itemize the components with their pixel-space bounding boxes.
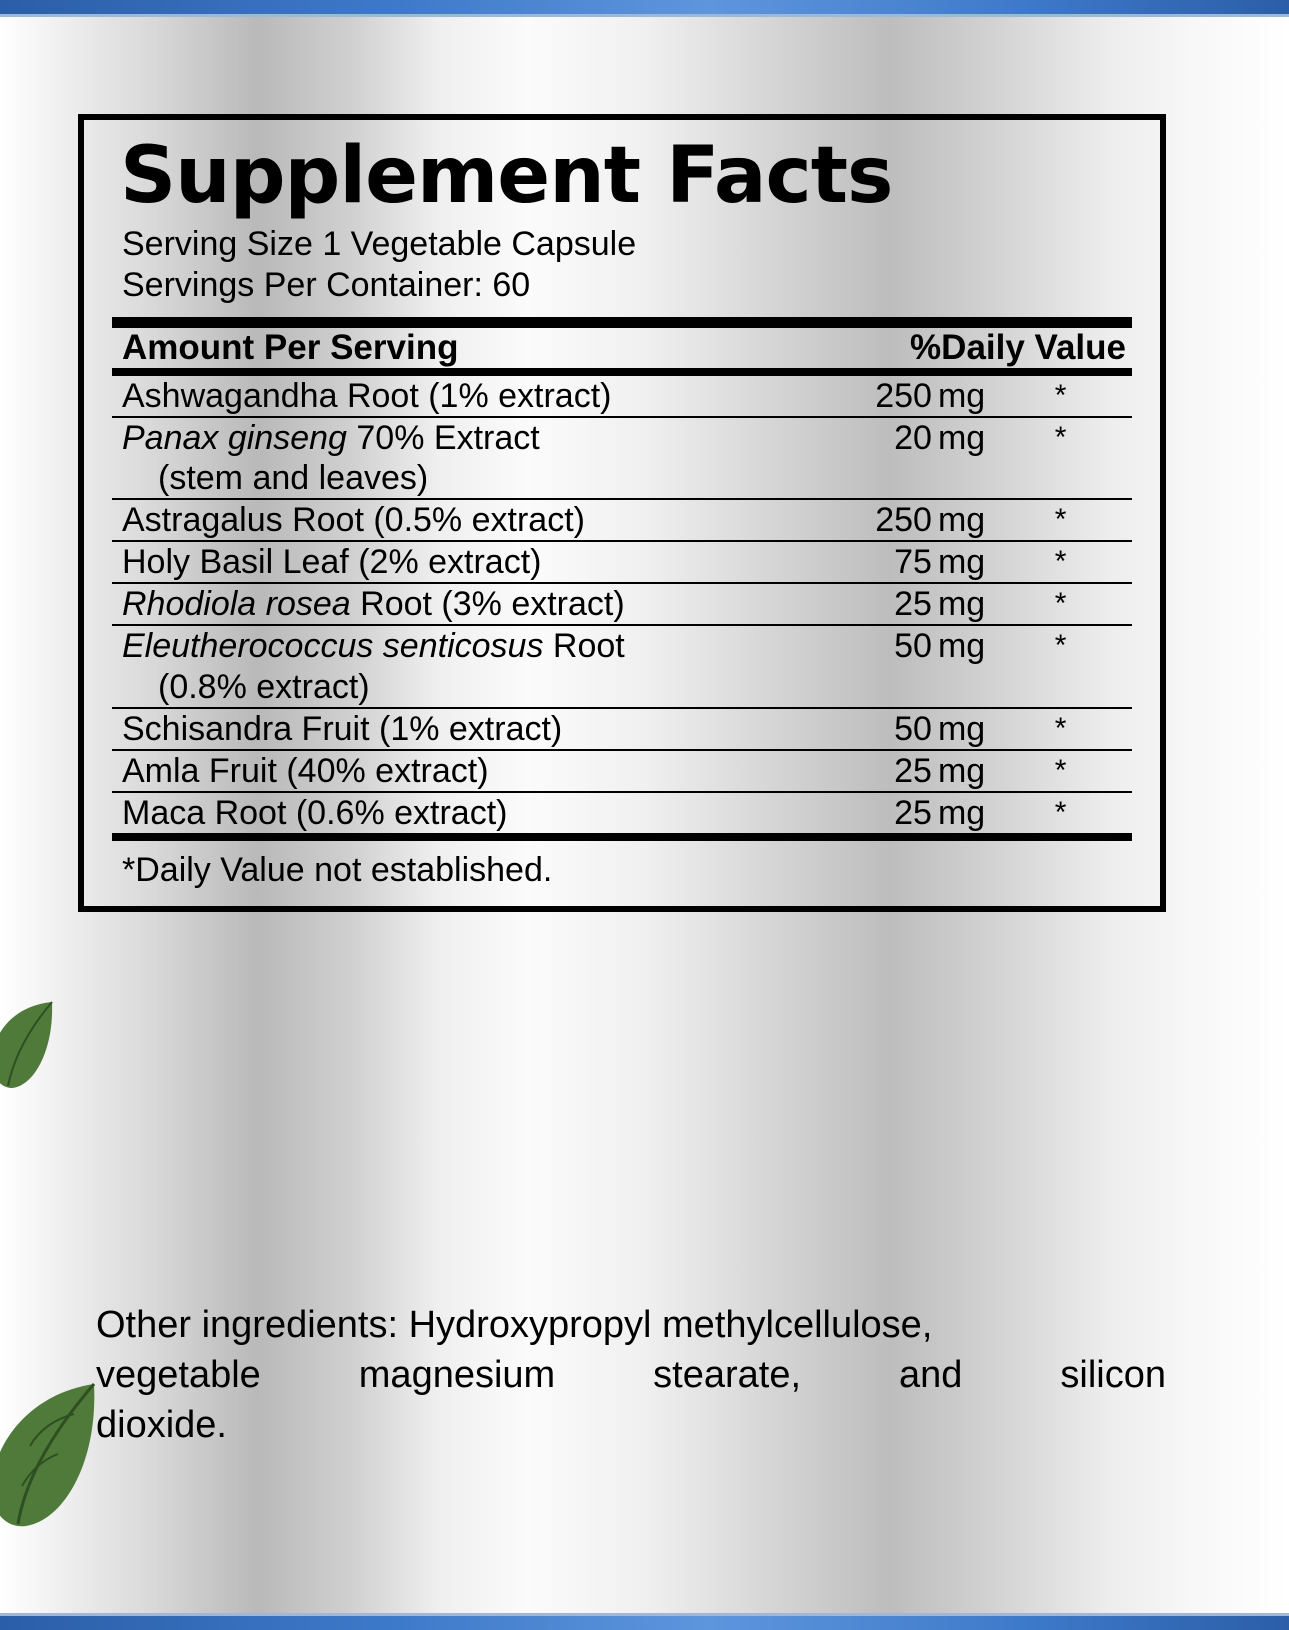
- ingredient-name: Maca Root (0.6% extract): [122, 793, 508, 832]
- other-ingredients-line: Other ingredients: Hydroxypropyl methylcellulose,: [96, 1304, 933, 1346]
- table-row: [112, 584, 1132, 624]
- table-row: [112, 793, 1132, 833]
- ingredient-name: Holy Basil Leaf (2% extract): [122, 543, 542, 582]
- ingredient-daily-value: *: [1054, 629, 1067, 663]
- ingredient-daily-value: *: [1054, 753, 1067, 787]
- ingredient-amount: 20 mg: [894, 418, 986, 457]
- table-row: [112, 500, 1132, 540]
- ingredient-daily-value: *: [1054, 420, 1067, 454]
- column-header-daily-value: %Daily Value: [910, 327, 1126, 367]
- bottom-edge-bar: [0, 1616, 1289, 1630]
- table-row: [112, 418, 1132, 498]
- ingredient-name: Ashwagandha Root (1% extract): [122, 376, 612, 415]
- ingredient-name: Amla Fruit (40% extract): [122, 751, 489, 790]
- ingredient-amount: 75 mg: [894, 543, 986, 582]
- other-ingredients-line: dioxide.: [96, 1404, 227, 1447]
- divider-medium: [112, 368, 1132, 376]
- ingredient-name: Rhodiola rosea Root (3% extract): [122, 585, 625, 624]
- ingredient-name: Panax ginseng 70% Extract (stem and leaves): [112, 418, 744, 498]
- other-ingredients-block: [96, 1300, 1166, 1450]
- ingredient-amount: 25 mg: [894, 585, 986, 624]
- ingredient-daily-value: *: [1054, 503, 1067, 537]
- table-row: [112, 709, 1132, 749]
- ingredient-daily-value: *: [1054, 378, 1067, 412]
- divider-thick: [112, 317, 1132, 328]
- ingredient-amount: 250 mg: [875, 376, 986, 415]
- page-title: Supplement Facts: [120, 131, 893, 221]
- ingredient-amount: 25 mg: [894, 751, 986, 790]
- ingredients-table: [112, 376, 1132, 833]
- divider-medium-bottom: [112, 833, 1132, 841]
- ingredient-name: Astragalus Root (0.5% extract): [122, 501, 585, 540]
- ingredient-name: Eleutherococcus senticosus Root (0.8% extract): [112, 626, 744, 706]
- ingredient-amount: 50 mg: [894, 627, 986, 666]
- ingredient-name-continuation: (stem and leaves): [158, 459, 429, 498]
- ingredient-name-continuation: (0.8% extract): [158, 667, 370, 706]
- bottom-edge-line: [0, 1613, 1289, 1616]
- table-row: [112, 376, 1132, 416]
- table-row: [112, 542, 1132, 582]
- ingredient-daily-value: *: [1054, 545, 1067, 579]
- ingredient-daily-value: *: [1054, 587, 1067, 621]
- ingredient-amount: 50 mg: [894, 709, 986, 748]
- nutrition-table: [112, 328, 1132, 368]
- footnote-text: *Daily Value not established.: [122, 851, 553, 890]
- table-row: [112, 626, 1132, 706]
- ingredient-daily-value: *: [1054, 711, 1067, 745]
- column-header-amount: Amount Per Serving: [122, 327, 459, 367]
- ingredient-amount: 250 mg: [875, 501, 986, 540]
- other-ingredients-line: vegetable magnesium stearate, and silicon: [96, 1354, 1166, 1397]
- serving-size-text: Serving Size 1 Vegetable Capsule: [122, 224, 637, 263]
- ingredient-daily-value: *: [1054, 795, 1067, 829]
- ingredient-amount: 25 mg: [894, 793, 986, 832]
- servings-per-container-text: Servings Per Container: 60: [122, 266, 531, 305]
- table-header-row: [112, 328, 1132, 368]
- ingredient-name: Schisandra Fruit (1% extract): [122, 709, 563, 748]
- top-edge-line: [0, 14, 1289, 17]
- top-edge-bar: [0, 0, 1289, 14]
- supplement-facts-panel: [78, 114, 1166, 912]
- table-row: [112, 751, 1132, 791]
